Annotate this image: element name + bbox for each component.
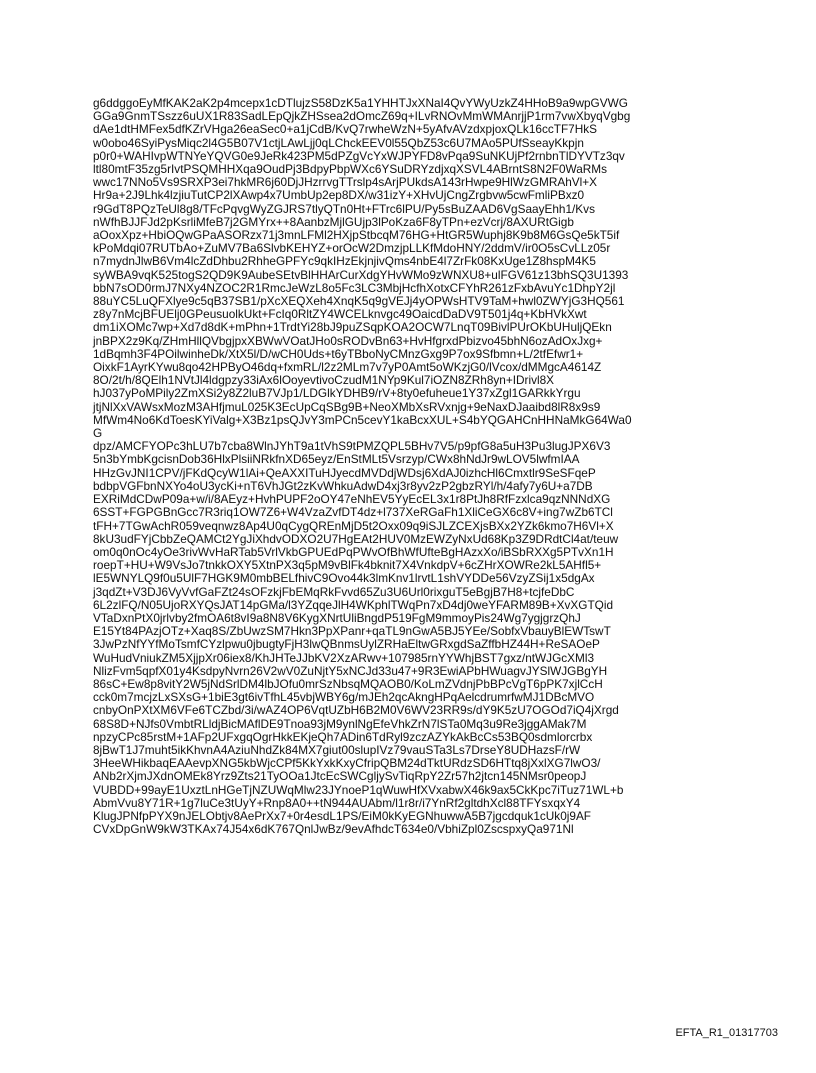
text-line: G <box>93 426 103 441</box>
text-line: 3HeeWHikbaqEAAevpXNG5kbWjcCPf5KkYxkKxyCfripQBM24dTktURdzSD6HTtq8jXxlXG7lwO3/ <box>93 756 601 771</box>
text-line: GGa9GnmTSszz6uUX1R83SadLEpQjkZHSsea2dOmcZ69q+ILvRNOvMmWMAnrjjP1rm7vwXbyqVgbg <box>93 109 631 124</box>
text-line: lE5WNYLQ9f0u5UlF7HGK9M0mbBELfhivC9Ovo44k3lmKnv1lrvtL1shVYDDe56VzyZSij1x5dgAx <box>93 571 595 586</box>
text-line: MfWm4No6KdToesKYiValg+X3Bz1psQJvY3mPCn5cevY1kaBcxXUL+S4bYQGAHCnHHNaMkG64Wa0 <box>93 412 632 427</box>
text-line: 5n3bYmbKgcisnDob36HlxPlsiiNRkfnXD65eyz/EnStMLt5Vsrzyp/CWx8hNdJr9wLOV5lwfmIAA <box>93 452 580 467</box>
text-line: tFH+7TGwAchR059veqnwz8Ap4U0qCygQREnMjD5t2Oxx09q9iSJLZCEXjsBXx2YZk6kmo7H6Vl+X <box>93 518 614 533</box>
text-line: 8kU3udFYjCbbZeQAMCt2YgJiXhdvODXO2U7HgEAt2HUV0MzEWZyNxUd68Kp3Z9DRdtCl4at/teuw <box>93 531 619 546</box>
text-line: E15Yt84PAzjOTz+Xaq8S/ZbUwzSM7Hkn3PpXPanr+qaTL9nGwA5BJ5YEe/SobfxVbauyBlEWTswT <box>93 624 611 639</box>
text-line: dAe1dtHMFex5dfKZrVHga26eaSec0+a1jCdB/KvQ7rwheWzN+5yAfvAVzdxpjoxQLk16ccTF7HkS <box>93 122 597 137</box>
text-line: r9GdT8PQzTeUl8g8/TFcPqvgWyZGJRS7tlyQTn0Ht+FTrc6lPU/Py5sBuZAAD6VgSaayEhh1/Kvs <box>93 201 595 216</box>
text-line: hJ037yPoMPily2ZmXSi2y8Z2luB7VJp1/LDGlkYDHB9/rV+8ty0efuheue1Y37xZgl1GARkkYrgu <box>93 386 581 401</box>
text-line: g6ddggoEyMfKAK2aK2p4mcepx1cDTlujzS58DzK5a1YHHTJxXNaI4QvYWyUzkZ4HHoB9a9wpGVWG <box>93 96 628 110</box>
text-line: wwc17NNo5Vs9SRXP3ei7hkMR6j60DjJHzrrvgTTrslp4sArjPUkdsA143rHwpe9HlWzGMRAhVl+X <box>93 175 598 190</box>
text-line: CVxDpGnW9kW3TKAx74J54x6dK767QnlJwBz/9evAfhdcT634e0/VbhiZpl0ZscspxyQa971Nl <box>93 822 574 837</box>
text-line: AbmVvu8Y71R+1g7luCe3tUyY+Rnp8A0++tN944AUAbm/l1r8r/i7YnRf2gltdhXcl88TFYsxqxY4 <box>93 795 581 810</box>
text-line: 3JwPzNfYYfMoTsmfCYzlpwu0jbugtyFjH3lwQBnmsUylZRHaEltwGRxgdSaZffbHZ44H+ReSAOeP <box>93 637 600 652</box>
text-line: j3qdZt+V3DJ6VyVvfGaFZt24sOFzkjFbEMqRkFvvd65Zu3U6Url0rixguT5eBgjB7H8+tcjfeDbC <box>93 584 575 599</box>
text-line: OixkF1AyrKYwu8qo42HPByO46dq+fxmRL/l2z2MLm7v7yP0Amt5oWKzjG0/lVcox/dMMgcA4614Z <box>93 360 602 375</box>
encoded-text-block <box>93 97 733 836</box>
text-line: 68S8D+NJfs0VmbtRLldjBicMAflDE9Tnoa93jM9ynlNgEfeVhkZrN7lSTa0Mq3u9Re3jggAMak7M <box>93 716 587 731</box>
text-line: aOoxXpz+HbiOQwGPaASORzx71j3mnLFMl2HXjpStbcqM76HG+HtGR5Wuphj8K9b8M6GsQe5kT5if <box>93 228 620 243</box>
text-line: p0r0+WAHIvpWTNYeYQVG0e9JeRk423PM5dPZgVcYxWJPYFD8vPqa9SuNKUjPf2rnbnTlDYVTz3qv <box>93 148 625 163</box>
text-line: 8jBwT1J7muht5ikKhvnA4AziuNhdZk84MX7giut00slupIVz79vauSTa3Ls7DrseY8UDHazsF/rW <box>93 742 581 757</box>
text-line: dm1iXOMc7wp+Xd7d8dK+mPhn+1TrdtYi28bJ9puZSqpKOA2OCW7LnqT09BivlPUrOKbUHuljQEkn <box>93 320 612 335</box>
text-line: bbN7sOD0rmJ7NXy4NZOC2R1RmcJeWzL8o5Fc3LC3MbjHcfhXotxCFYhR261zFxbAvuYc1DhpY2jl <box>93 280 616 295</box>
text-line: 6L2zlFQ/N05UjoRXYQsJAT14pGMa/l3YZqqeJlH4WKphlTWqPn7xD4dj0weYFARM89B+XvXGTQid <box>93 597 614 612</box>
text-line: cck0m7mcjzLxSXsG+1biE3gt6ivTfhL45vbjWBY6g/mJEh2qcAkngHPqAelcdrumrfwMJ1DBcMVO <box>93 690 595 705</box>
text-line: 1dBqmh3F4POilwinheDk/XtX5l/D/wCH0Uds+t6yTBboNyCMnzGxg9P7ox9Sfbmn+L/2tfEfwr1+ <box>93 346 584 361</box>
text-line: jtjNlXxVAWsxMozM3AHfjmuL025K3EcUpCqSBg9B+NeoXMbXsRVxnjg+9eNaxDJaaibd8lR8x9s9 <box>93 399 601 414</box>
text-line: WuHudVniukZM5XjjpXr06iex8/KhJHTeJJbKV2XzARwv+107985rnYYWhjBST7gxz/ntWJGcXMl3 <box>93 650 595 665</box>
text-line: 6SST+FGPGBnGcc7R3riq1OW7Z6+W4VzaZvfDT4dz+l737XeRGaFh1XliCeGX6c8V+ing7wZb6TCl <box>93 505 613 520</box>
text-line: roepT+HU+W9VsJo7tnkkOXY5XtnPX3q5pM9vBlFk4bknit7X4VnkdpV+6cZHrXOWRe2kL5AHfl5+ <box>93 558 602 573</box>
text-line: nWfhBJJFJd2pKsrliMfeB7j2GMYrx++8AanbzMjlGUjp3lPoKza6F8yTPn+ezVcrj/8AXURtGigb <box>93 214 574 229</box>
text-line: NlizFvm5qpfX01y4KsdpyNvrn26V2wV0ZuNjtY5xNCJd33u47+9R3EwiAPbHWuagvJYSlWJGBgYH <box>93 663 608 678</box>
text-line: Hr9a+2J9Lhk4lzjiuTutCP2lXAwp4x7UmbUp2ep8DX/w31izY+XHvUjCngZrgbvw5cwFmliPBxz0 <box>93 188 585 203</box>
text-line: 88uYC5LuQFXlye9c5qB37SB1/pXcXEQXeh4XnqK5q9gVEJj4yOPWsHTV9TaM+hwl0ZWYjG3HQ561 <box>93 294 625 309</box>
text-line: EXRiMdCDwP09a+w/i/8AEyz+HvhPUPF2oOY47eNhEV5YyEcEL3x1r8PtJh8RfFzxlca9qzNNNdXG <box>93 492 611 507</box>
text-line: npzyCPc85rstM+1AFp2UFxgqOgrHkkEKjeQh7ADin6TdRyl9zczAZYkAkBcCs53BQ0sdmlorcrbx <box>93 729 593 744</box>
text-line: syWBA9vqK525togS2QD9K9AubeSEtvBlHHArCurXdgYHvWMo9zWNXU8+ulFGV61z13bhSQ3U1393 <box>93 267 629 282</box>
text-line: ltl80mtF35zg5rIvtPSQMHHXqa9OudPj3BdpyPbpWXc6YSuDRYzdjxqXSVL4ABrntS8N2F0WaRMs <box>93 162 608 177</box>
text-line: dpz/AMCFYOPc3hLU7b7cba8WlnJYhT9a1tVhS9tPMZQPL5BHv7V5/p9pfG8a5uH3Pu3lugJPX6V3 <box>93 439 611 454</box>
text-line: VTaDxnPtX0jrlvby2fmOA6t8vI9a8N8V6KygXNrtUliBngdP519FgM9mmoyPis24Wg7ygjgrzQhJ <box>93 610 581 625</box>
text-line: ANb2rXjmJXdnOMEk8Yrz9Zts21TyOOa1JtcEcSWCgljySvTiqRpY2Zr57h2jtcn145NMsr0peopJ <box>93 769 587 784</box>
text-line: VUBDD+99ayE1UxztLnHGeTjNZUWqMlw23JYnoeP1qWuwHfXVxabwX46k9ax5CkKpc7iTuz71WL+b <box>93 782 624 797</box>
text-line: cnbyOnPXtXM6VFe6TCZbd/3i/wAZ4OP6VqtUZbH6B2M0V6WV23RR9s/dY9K5zU7OGOd7iQ4jXrgd <box>93 703 619 718</box>
document-id-footer: EFTA_R1_01317703 <box>675 1027 778 1039</box>
text-line: HHzGvJNI1CPV/jFKdQcyW1lAi+QeAXXITuHJyecdMVDdjWDsj6XdAJ0izhcHl6Cmxtlr9SeSFqeP <box>93 465 596 480</box>
text-line: z8y7nMcjBFUElj0GPeusuolkUkt+FcIq0RltZY4WCELknvgc49OaicdDaDV9T501j4q+KbHVkXwt <box>93 307 587 322</box>
text-line: 8O/2t/h/8QElh1NVtJl4ldgpzy33iAx6lOoyevtivoCzudM1NYp9Kul7iOZN8ZRh8yn+IDrivl8X <box>93 373 555 388</box>
text-line: jnBPX2z9Kq/ZHmHllQVbgjpxXBWwVOatJHo0sRODvBn63+HvHfgrxdPbizvo45bhN6ozAdOxJxg+ <box>93 333 603 348</box>
text-line: KlugJPNfpPYX9nJELObtjv8AePrXx7+0r4esdL1PS/EiM0kKyEGNhuwwA5B7jgcdquk1cUk0j9AF <box>93 808 592 823</box>
text-line: n7mydnJlwB6Vm4lcZdDhbu2RhheGPFYc9qkIHzEkjnjivQms4nbE4l7ZrFk08KxUge1Z8hspM4K5 <box>93 254 596 269</box>
text-line: w0obo46SyiPysMiqc2l4G5B07V1ctjLAwLjj0qLChckEEV0l55QbZ53c6U7MAo5PUfSseayKkpjn <box>93 135 584 150</box>
text-line: om0q0nOc4yOe3rivWvHaRTab5VrlVkbGPUEdPqPWvOfBhWfUfteBgHAzxXo/iBSbRXXg5PTvXn1H <box>93 544 614 559</box>
text-line: kPoMdqi07RUTbAo+ZuMV7Ba6SlvbKEHYZ+orOcW2DmzjpLLKfMdoHNY/2ddmV/ir0O5sCvLLz05r <box>93 241 611 256</box>
text-line: bdbpVGFbnNXYo4oU3ycKi+nT6VhJGt2zKvWhkuAdwD4xj3r8yv2zP2gbzRYl/h/4afy7y6U+a7DB <box>93 478 593 493</box>
text-line: 86sC+Ew8p8vitY2W5jNdSrlDM4lbJOfu0mrSzNbsqMQAOB0/KoLmZVdnjPbBPcVgT6pPK7xjlCcH <box>93 676 603 691</box>
